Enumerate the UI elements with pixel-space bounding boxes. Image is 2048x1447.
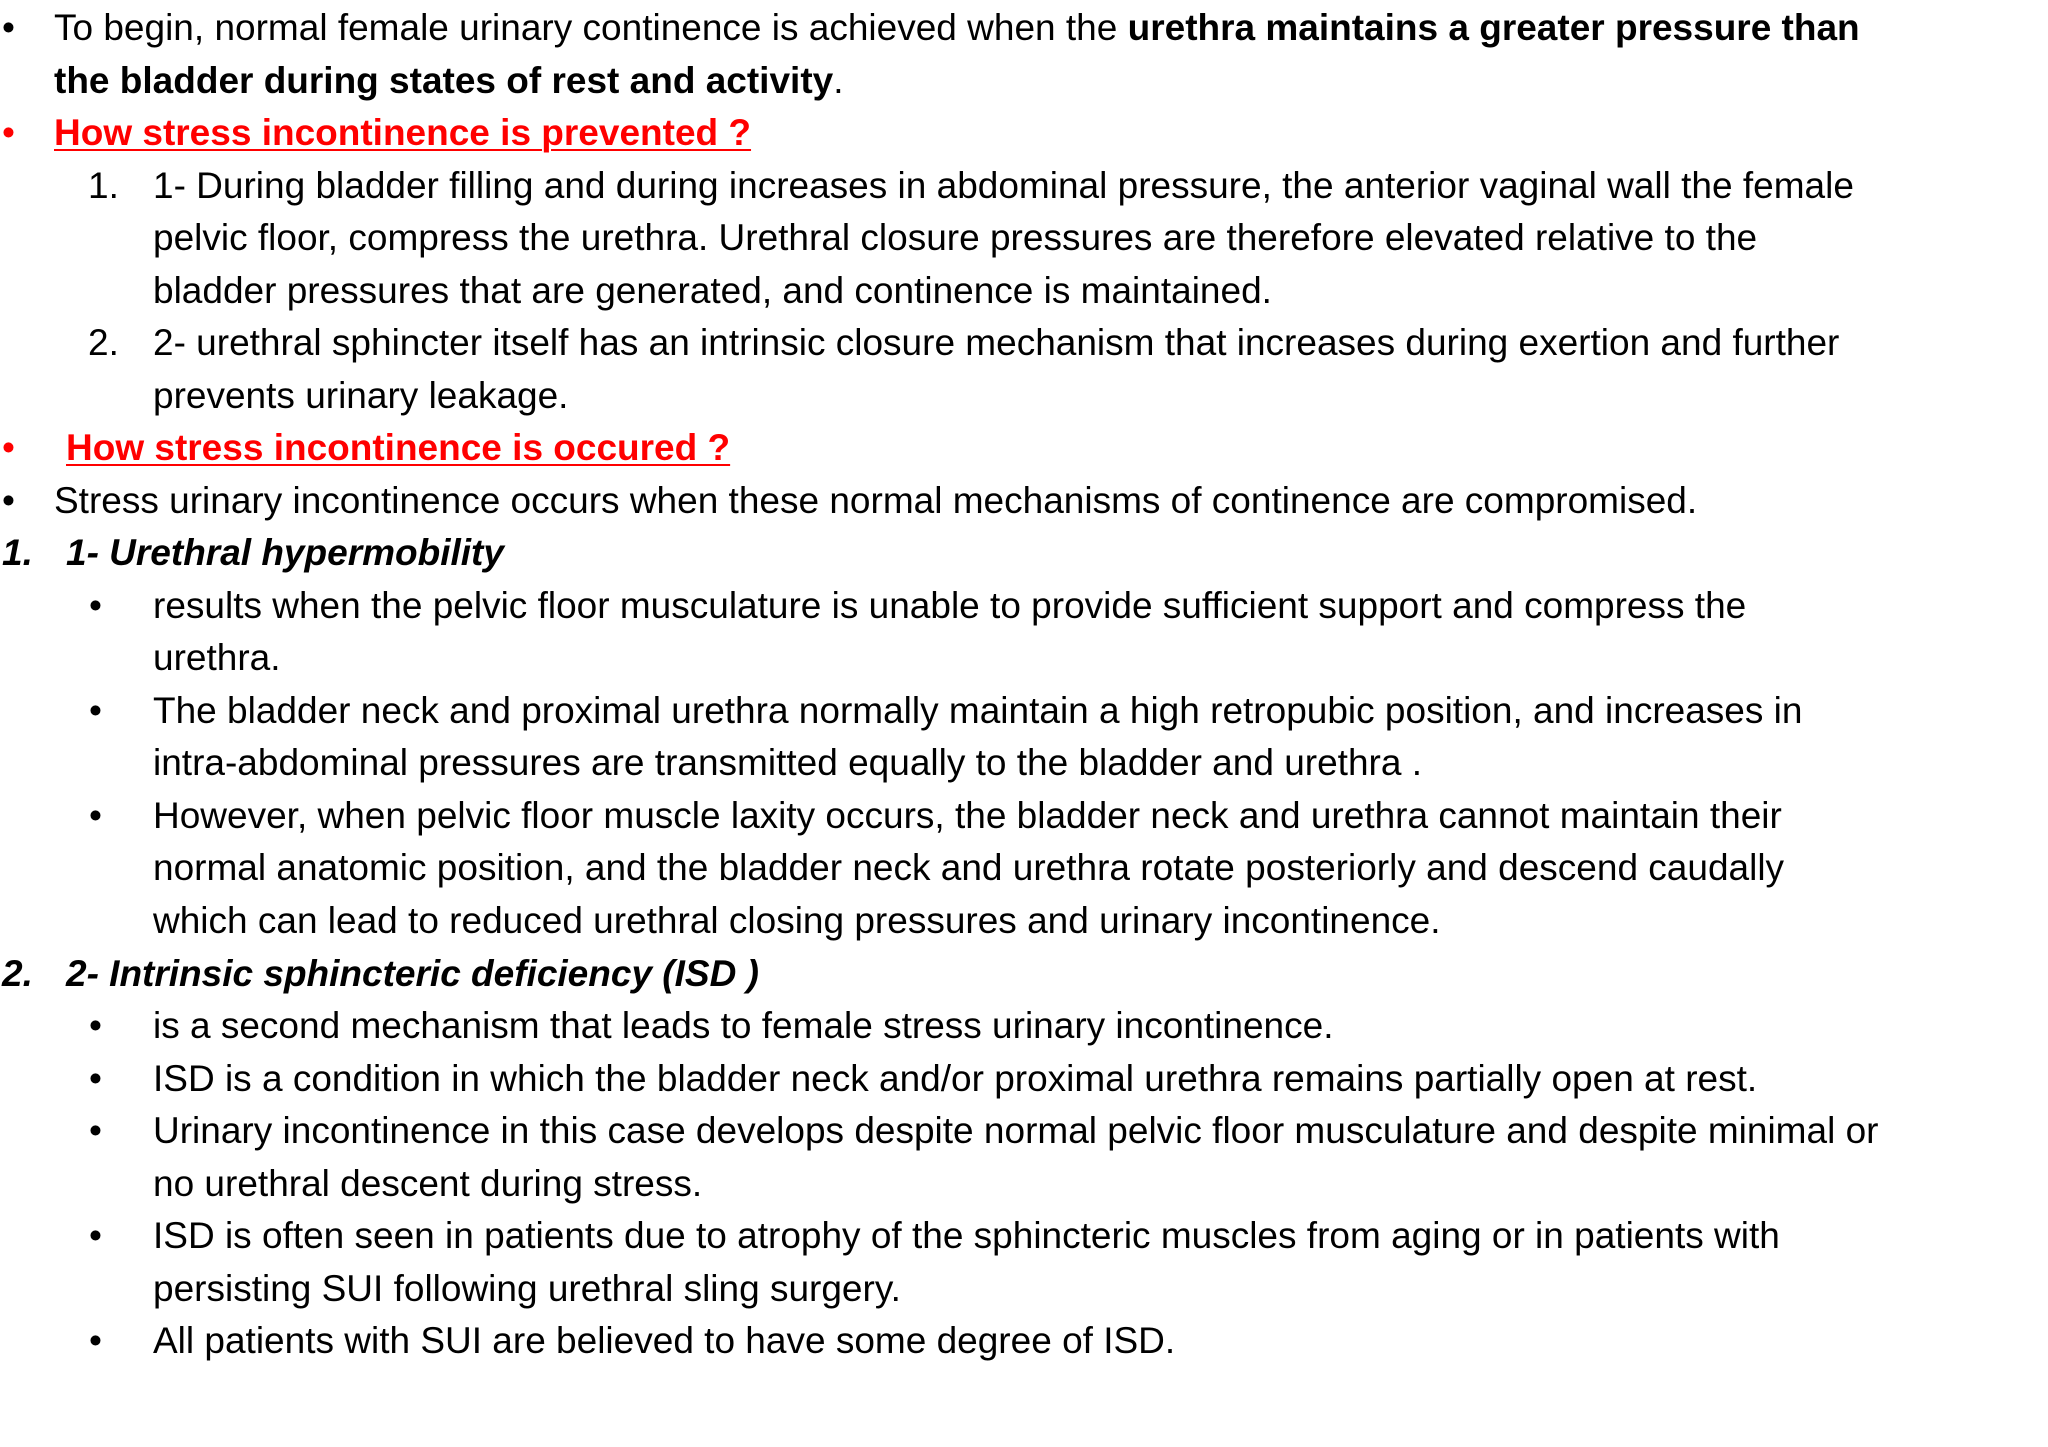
document-page: • To begin, normal female urinary continence is achieved when the urethra maintains a greater pressure than the bladder during states of rest and activity. • How stress incontinence is prevented ? 1. 1- During bladder filling and during increases in abdominal pressure, the anterior vaginal wall the female pelvic floor, compress the urethra. Urethral closure pressures are therefore elevated relative to the bladder pressures that are generated, and continence is maintained. 2. 2- urethral sphincter itself has an intrinsic closure mechanism that increases during exertion and further prevents urinary leakage. • How stress incontinence is occured ? • Stress urinary incontinence occurs when these normal mechanisms of continence are compromised. 1. 1- Urethral hypermobility • results when the pelvic floor musculature is unable to provide sufficient support and compress the urethra. • The bladder neck and proximal urethra normally maintain a high retropubic position, and increases in intra-abdominal pressures are transmitted equally to the bladder and urethra . • However, when pelvic floor muscle laxity occurs, the bladder neck and urethra cannot maintain their normal anatomic position, and the bladder neck and urethra rotate posteriorly and descend caudally which can lead to reduced urethral closing pressures and urinary incontinence. 2. 2- Intrinsic sphincteric deficiency (ISD ) • is a second mechanism that leads to female stress urinary incontinence. • ISD is a condition in which the bladder neck and/or proximal urethra remains partially open at rest. • Urinary incontinence in this case develops despite normal pelvic floor musculature and despite minimal or no urethral descent during stress. • ISD is often seen in patients due to atrophy of the sphincteric muscles from aging or in patients with persisting SUI following urethral sling surgery. • All patients with SUI are believed to have some degree of ISD. (0, 0, 2048, 1447)
red-bullet-marker: • (2, 427, 15, 468)
bullet-marker: • (2, 7, 15, 48)
occurred-summary: Stress urinary incontinence occurs when these normal mechanisms of continence are compromised. (54, 480, 1698, 521)
bullet-marker: • (89, 1005, 102, 1046)
bullet-marker: • (89, 585, 102, 626)
bullet-marker: • (89, 1320, 102, 1361)
intro-text: To begin, normal female urinary continence is achieved when the (54, 7, 1128, 48)
hypermobility-heading: 1- Urethral hypermobility (66, 532, 504, 573)
number-marker: 1. (2, 532, 33, 573)
bullet-marker: • (2, 480, 15, 521)
bullet-marker: • (89, 1215, 102, 1256)
occurred-heading: How stress incontinence is occured ? (66, 427, 731, 468)
bullet-marker: • (89, 1058, 102, 1099)
number-marker: 1. (88, 165, 119, 206)
number-marker: 2. (88, 322, 119, 363)
intro-bold-text: urethra maintains a greater pressure than (1127, 7, 1860, 48)
bullet-marker: • (89, 795, 102, 836)
bullet-marker: • (89, 1110, 102, 1151)
number-marker: 2. (2, 953, 33, 994)
prevented-heading: How stress incontinence is prevented ? (54, 112, 752, 153)
isd-heading: 2- Intrinsic sphincteric deficiency (ISD ) (66, 953, 759, 994)
red-bullet-marker: • (2, 112, 15, 153)
intro-bold-text-cont: the bladder during states of rest and activity (54, 60, 834, 101)
bullet-marker: • (89, 690, 102, 731)
intro-end: . (833, 60, 844, 101)
